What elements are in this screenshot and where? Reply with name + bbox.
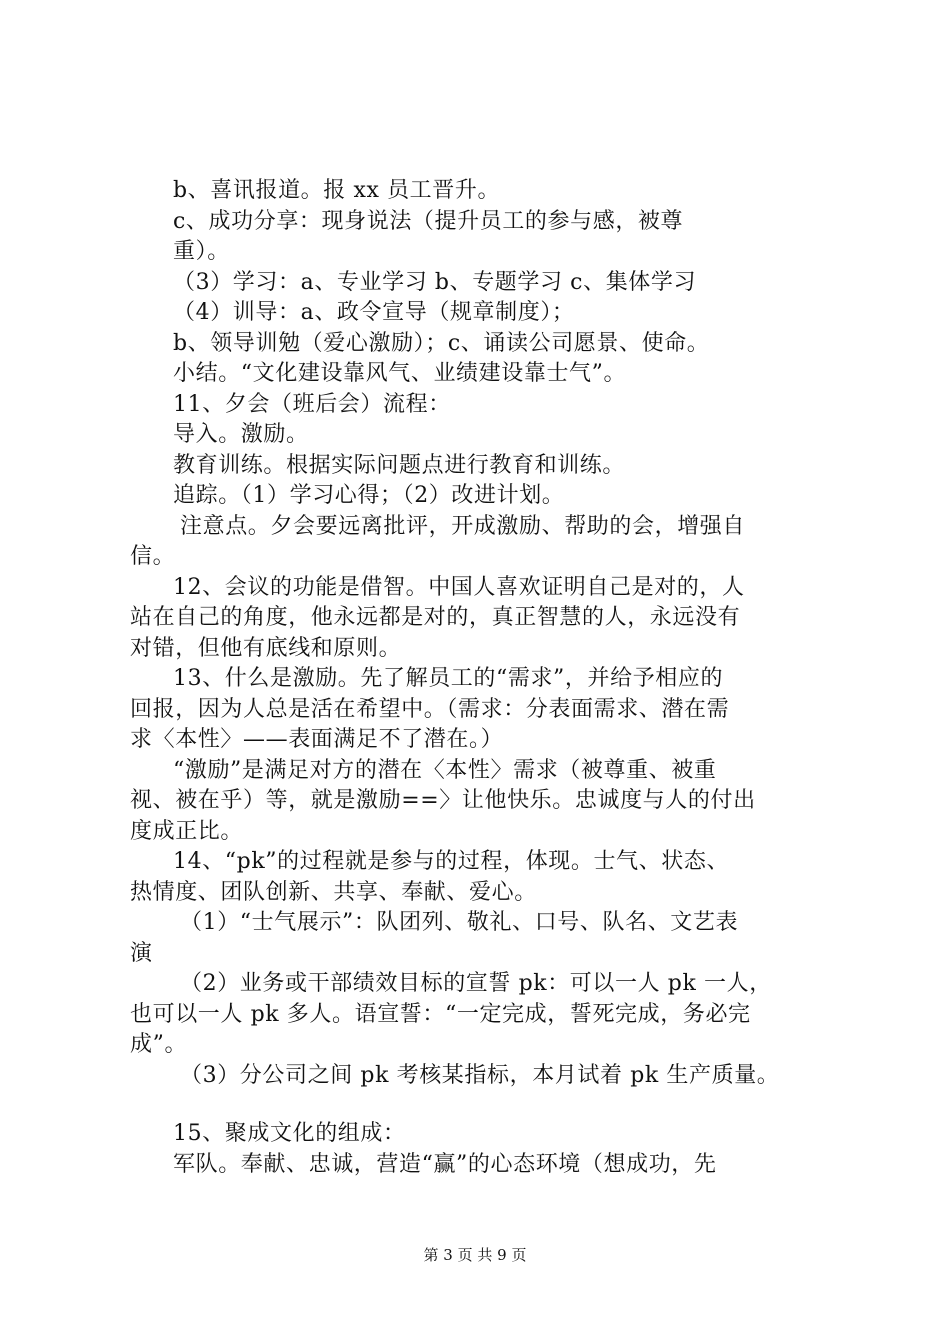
text-line: 视、被在乎）等，就是激励==〉让他快乐。忠诚度与人的付出 [130, 788, 756, 813]
text-line: 回报，因为人总是活在希望中。（需求：分表面需求、潜在需 [130, 696, 730, 722]
text-line: 13、什么是激励。先了解员工的“需求”，并给予相应的 [173, 666, 724, 691]
text-line: （3）学习：a、专业学习 b、专题学习 c、集体学习 [173, 269, 697, 295]
text-line: 信。 [130, 544, 176, 569]
document-body [130, 176, 840, 1180]
text-line: 也可以一人 pk 多人。语宣誓：“一定完成，誓死完成，务必完 [130, 1001, 751, 1027]
text-line: 11、夕会（班后会）流程： [173, 391, 451, 417]
text-line: c、成功分享：现身说法（提升员工的参与感，被尊 [173, 208, 684, 234]
text-line: 教育训练。根据实际问题点进行教育和训练。 [173, 452, 626, 478]
blank-line [130, 1091, 840, 1119]
text-line: 15、聚成文化的组成： [173, 1121, 406, 1146]
text-line: （3）分公司之间 pk 考核某指标，本月试着 pk 生产质量。 [180, 1062, 780, 1088]
text-line: （4）训导：a、政令宣导（规章制度）； [173, 300, 575, 325]
text-line: 小结。“文化建设靠风气、业绩建设靠士气”。 [173, 361, 627, 386]
text-line: 热情度、团队创新、共享、奉献、爱心。 [130, 879, 537, 905]
page-number-footer: 第 3 页 共 9 页 [423, 1246, 527, 1264]
text-line: 重）。 [173, 239, 230, 264]
text-line: b、领导训勉（爱心激励）；c、诵读公司愿景、使命。 [173, 330, 710, 356]
text-line: b、喜讯报道。报 xx 员工晋升。 [173, 178, 501, 203]
text-line: 12、会议的功能是借智。中国人喜欢证明自己是对的，人 [173, 574, 745, 600]
text-line: 成”。 [130, 1032, 188, 1057]
text-line: 站在自己的角度，他永远都是对的，真正智慧的人，永远没有 [130, 605, 741, 630]
text-line: 14、“pk”的过程就是参与的过程，体现。士气、状态、 [173, 849, 730, 874]
text-line: 注意点。夕会要远离批评，开成激励、帮助的会，增强自 [180, 513, 746, 539]
text-line: 求〈本性〉——表面满足不了潜在。） [130, 727, 504, 752]
text-line: 对错，但他有底线和原则。 [130, 635, 402, 661]
text-line: 追踪。（1）学习心得；（2）改进计划。 [173, 483, 565, 508]
text-line: （1）“士气展示”：队团列、敬礼、口号、队名、文艺表 [180, 910, 739, 935]
text-line: 演 [130, 940, 153, 966]
text-line: 导入。激励。 [173, 422, 309, 447]
text-line: 度成正比。 [130, 818, 244, 844]
text-line: 军队。奉献、忠诚，营造“赢”的心态环境（想成功，先 [173, 1151, 717, 1177]
text-line: “激励”是满足对方的潜在〈本性〉需求（被尊重、被重 [173, 757, 717, 783]
text-line: （2）业务或干部绩效目标的宣誓 pk：可以一人 pk 一人， [180, 971, 772, 996]
